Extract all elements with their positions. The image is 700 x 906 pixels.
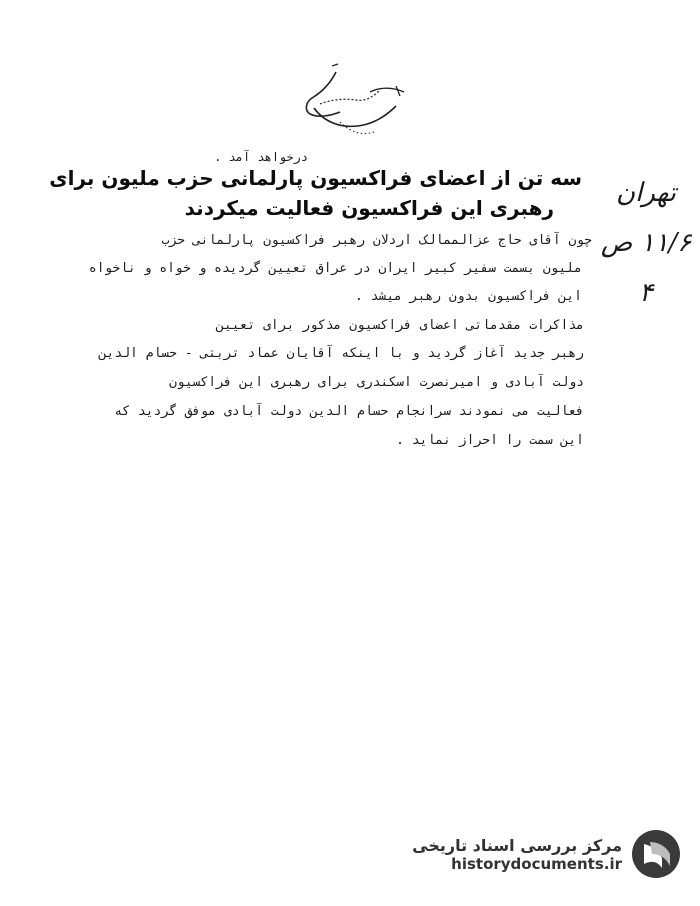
watermark xyxy=(412,824,682,884)
watermark-url: historydocuments.ir xyxy=(451,854,622,873)
body-line-8: این سمت را احراز نماید . xyxy=(396,433,584,448)
body-line-5: رهبر جدید آغاز گردید و با اینکه آقایان عماد تربتی - حسام الدین xyxy=(98,346,584,361)
intro-line: درخواهد آمد . xyxy=(214,150,308,164)
body-line-7: فعالیت می نمودند سرانجام حسام الدین دولت آبادی موفق گردید که xyxy=(114,404,584,419)
headline-line-2: رهبری این فراکسیون فعالیت میکردند xyxy=(184,196,554,220)
body-line-6: دولت آبادی و امیرنصرت اسکندری برای رهبری این فراکسیون xyxy=(169,375,584,390)
archive-logo-icon xyxy=(630,828,682,880)
headline-line-1: سه تن از اعضای فراکسیون پارلمانی حزب ملیون برای xyxy=(49,166,582,190)
watermark-title: مرکز بررسی اسناد تاریخی xyxy=(412,835,622,855)
body-line-1: چون آقای حاج عزالممالک اردلان رهبر فراکسیون پارلمانی حزب xyxy=(161,233,592,248)
body-line-3: این فراکسیون بدون رهبر میشد . xyxy=(355,289,582,304)
body-line-4: مذاکرات مقدماتی اعضای فراکسیون مذکور برای تعیین xyxy=(216,318,584,333)
margin-note: تهران ۱۱/۶ ص ۴ xyxy=(600,178,692,308)
handwritten-signature-icon xyxy=(300,62,415,142)
watermark-text xyxy=(412,836,622,873)
body-line-2: ملیون بسمت سفیر کبیر ایران در عراق تعیین گردیده و خواه و ناخواه xyxy=(88,261,582,276)
